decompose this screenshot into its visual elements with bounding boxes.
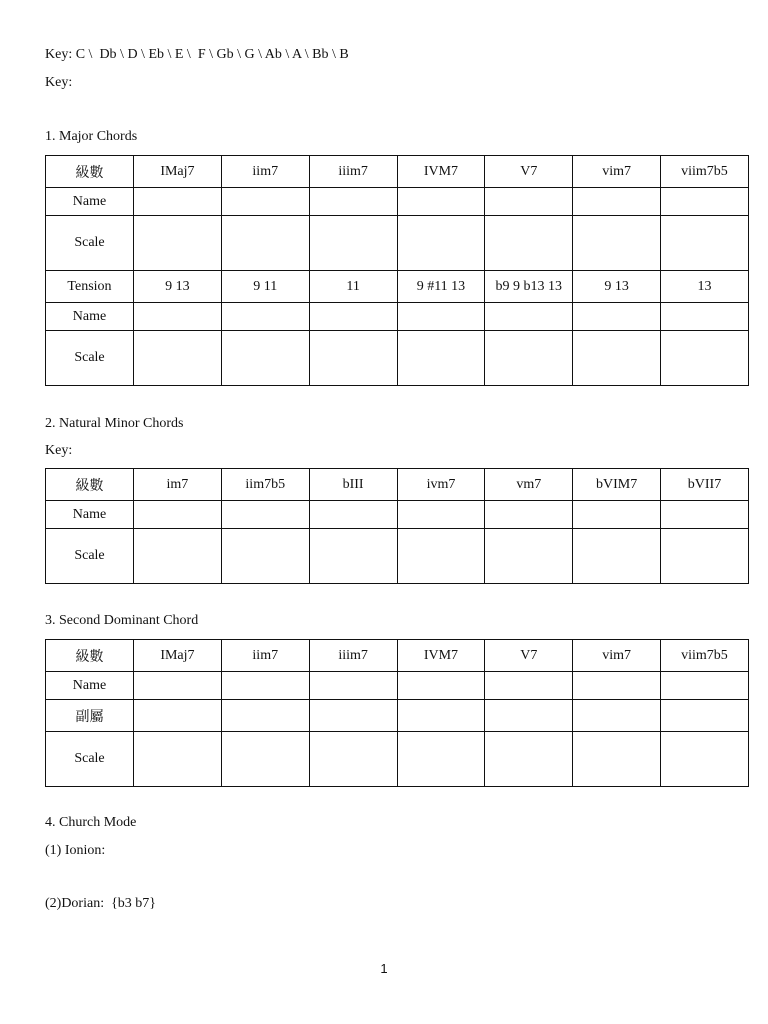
scale-cell <box>134 529 222 584</box>
name-cell <box>309 303 397 331</box>
section-title-major-chords: 1. Major Chords <box>45 129 138 144</box>
name-cell <box>485 501 573 529</box>
name-cell <box>485 188 573 216</box>
major-chords-table <box>45 155 749 386</box>
chord-header-cell: vim7 <box>573 156 661 188</box>
chord-header-cell: iim7 <box>221 156 309 188</box>
secondary-cell <box>485 700 573 732</box>
name-cell <box>134 188 222 216</box>
scale-cell <box>573 216 661 271</box>
scale-cell <box>309 732 397 787</box>
secondary-cell <box>573 700 661 732</box>
tension-cell: b9 9 b13 13 <box>485 271 573 303</box>
scale-cell <box>485 529 573 584</box>
scale-cell <box>397 732 485 787</box>
page-number: 1 <box>380 961 388 976</box>
scale-cell <box>221 732 309 787</box>
scale-cell <box>309 216 397 271</box>
name-cell <box>661 672 749 700</box>
chord-header-cell: viim7b5 <box>661 640 749 672</box>
key-options-line: Key: C \ Db \ D \ Eb \ E \ F \ Gb \ G \ Ab \ A \ Bb \ B <box>45 47 349 62</box>
chord-header-cell: viim7b5 <box>661 156 749 188</box>
secondary-cell <box>134 700 222 732</box>
table-row <box>46 156 749 188</box>
secondary-cell <box>397 700 485 732</box>
row-label-name: Name <box>46 303 134 331</box>
table-row <box>46 216 749 271</box>
name-cell <box>573 188 661 216</box>
name-cell <box>221 303 309 331</box>
chord-header-cell: bVIM7 <box>573 469 661 501</box>
name-cell <box>573 303 661 331</box>
chord-header-cell: im7 <box>134 469 222 501</box>
tension-cell: 13 <box>661 271 749 303</box>
table-row <box>46 732 749 787</box>
name-cell <box>397 672 485 700</box>
scale-cell <box>485 331 573 386</box>
scale-cell <box>397 331 485 386</box>
mode-dorian: (2)Dorian: {b3 b7} <box>45 896 157 911</box>
row-label-scale: Scale <box>46 732 134 787</box>
scale-cell <box>573 331 661 386</box>
natural-minor-table <box>45 468 749 584</box>
scale-cell <box>397 216 485 271</box>
scale-cell <box>221 216 309 271</box>
scale-cell <box>134 216 222 271</box>
chord-header-cell: IMaj7 <box>134 640 222 672</box>
table-row <box>46 331 749 386</box>
table-row <box>46 303 749 331</box>
chord-header-cell: iiim7 <box>309 156 397 188</box>
chord-header-cell: vim7 <box>573 640 661 672</box>
tension-cell: 9 13 <box>134 271 222 303</box>
tension-cell: 9 #11 13 <box>397 271 485 303</box>
second-dominant-table <box>45 639 749 787</box>
scale-cell <box>221 331 309 386</box>
chord-header-cell: vm7 <box>485 469 573 501</box>
chord-header-cell: bVII7 <box>661 469 749 501</box>
name-cell <box>309 188 397 216</box>
name-cell <box>221 188 309 216</box>
section-title-second-dominant: 3. Second Dominant Chord <box>45 613 199 628</box>
table-row <box>46 529 749 584</box>
name-cell <box>221 501 309 529</box>
table-row <box>46 271 749 303</box>
name-cell <box>573 672 661 700</box>
row-label-secondary: 副屬 <box>46 700 134 732</box>
name-cell <box>309 501 397 529</box>
row-label-name: Name <box>46 672 134 700</box>
scale-cell <box>134 732 222 787</box>
name-cell <box>134 303 222 331</box>
degree-header-cell: 級數 <box>46 469 134 501</box>
chord-header-cell: IVM7 <box>397 156 485 188</box>
chord-header-cell: iim7b5 <box>221 469 309 501</box>
chord-header-cell: iim7 <box>221 640 309 672</box>
table-row <box>46 188 749 216</box>
degree-header-cell: 級數 <box>46 640 134 672</box>
secondary-cell <box>661 700 749 732</box>
chord-header-cell: V7 <box>485 640 573 672</box>
scale-cell <box>661 331 749 386</box>
chord-header-cell: IVM7 <box>397 640 485 672</box>
table-row <box>46 640 749 672</box>
chord-header-cell: ivm7 <box>397 469 485 501</box>
tension-cell: 9 11 <box>221 271 309 303</box>
scale-cell <box>485 732 573 787</box>
name-cell <box>485 672 573 700</box>
name-cell <box>661 303 749 331</box>
name-cell <box>134 672 222 700</box>
scale-cell <box>661 216 749 271</box>
name-cell <box>134 501 222 529</box>
section2-key-label: Key: <box>45 443 73 458</box>
scale-cell <box>573 529 661 584</box>
scale-cell <box>485 216 573 271</box>
chord-header-cell: V7 <box>485 156 573 188</box>
row-label-scale: Scale <box>46 216 134 271</box>
name-cell <box>221 672 309 700</box>
tension-cell: 9 13 <box>573 271 661 303</box>
name-cell <box>573 501 661 529</box>
table-row <box>46 672 749 700</box>
chord-header-cell: IMaj7 <box>134 156 222 188</box>
table-row <box>46 700 749 732</box>
secondary-cell <box>309 700 397 732</box>
row-label-scale: Scale <box>46 529 134 584</box>
row-label-name: Name <box>46 501 134 529</box>
section-title-church-mode: 4. Church Mode <box>45 815 137 830</box>
chord-header-cell: bIII <box>309 469 397 501</box>
scale-cell <box>573 732 661 787</box>
mode-ionian: (1) Ionion: <box>45 843 106 858</box>
key-label: Key: <box>45 75 73 90</box>
name-cell <box>661 188 749 216</box>
table-row <box>46 501 749 529</box>
secondary-cell <box>221 700 309 732</box>
chord-header-cell: iiim7 <box>309 640 397 672</box>
scale-cell <box>309 529 397 584</box>
scale-cell <box>397 529 485 584</box>
name-cell <box>485 303 573 331</box>
row-label-name: Name <box>46 188 134 216</box>
row-label-scale: Scale <box>46 331 134 386</box>
scale-cell <box>309 331 397 386</box>
section-title-natural-minor: 2. Natural Minor Chords <box>45 416 184 431</box>
scale-cell <box>661 732 749 787</box>
degree-header-cell: 級數 <box>46 156 134 188</box>
name-cell <box>397 188 485 216</box>
tension-cell: 11 <box>309 271 397 303</box>
row-label-tension: Tension <box>46 271 134 303</box>
scale-cell <box>661 529 749 584</box>
name-cell <box>309 672 397 700</box>
table-row <box>46 469 749 501</box>
name-cell <box>397 303 485 331</box>
scale-cell <box>134 331 222 386</box>
name-cell <box>661 501 749 529</box>
name-cell <box>397 501 485 529</box>
scale-cell <box>221 529 309 584</box>
